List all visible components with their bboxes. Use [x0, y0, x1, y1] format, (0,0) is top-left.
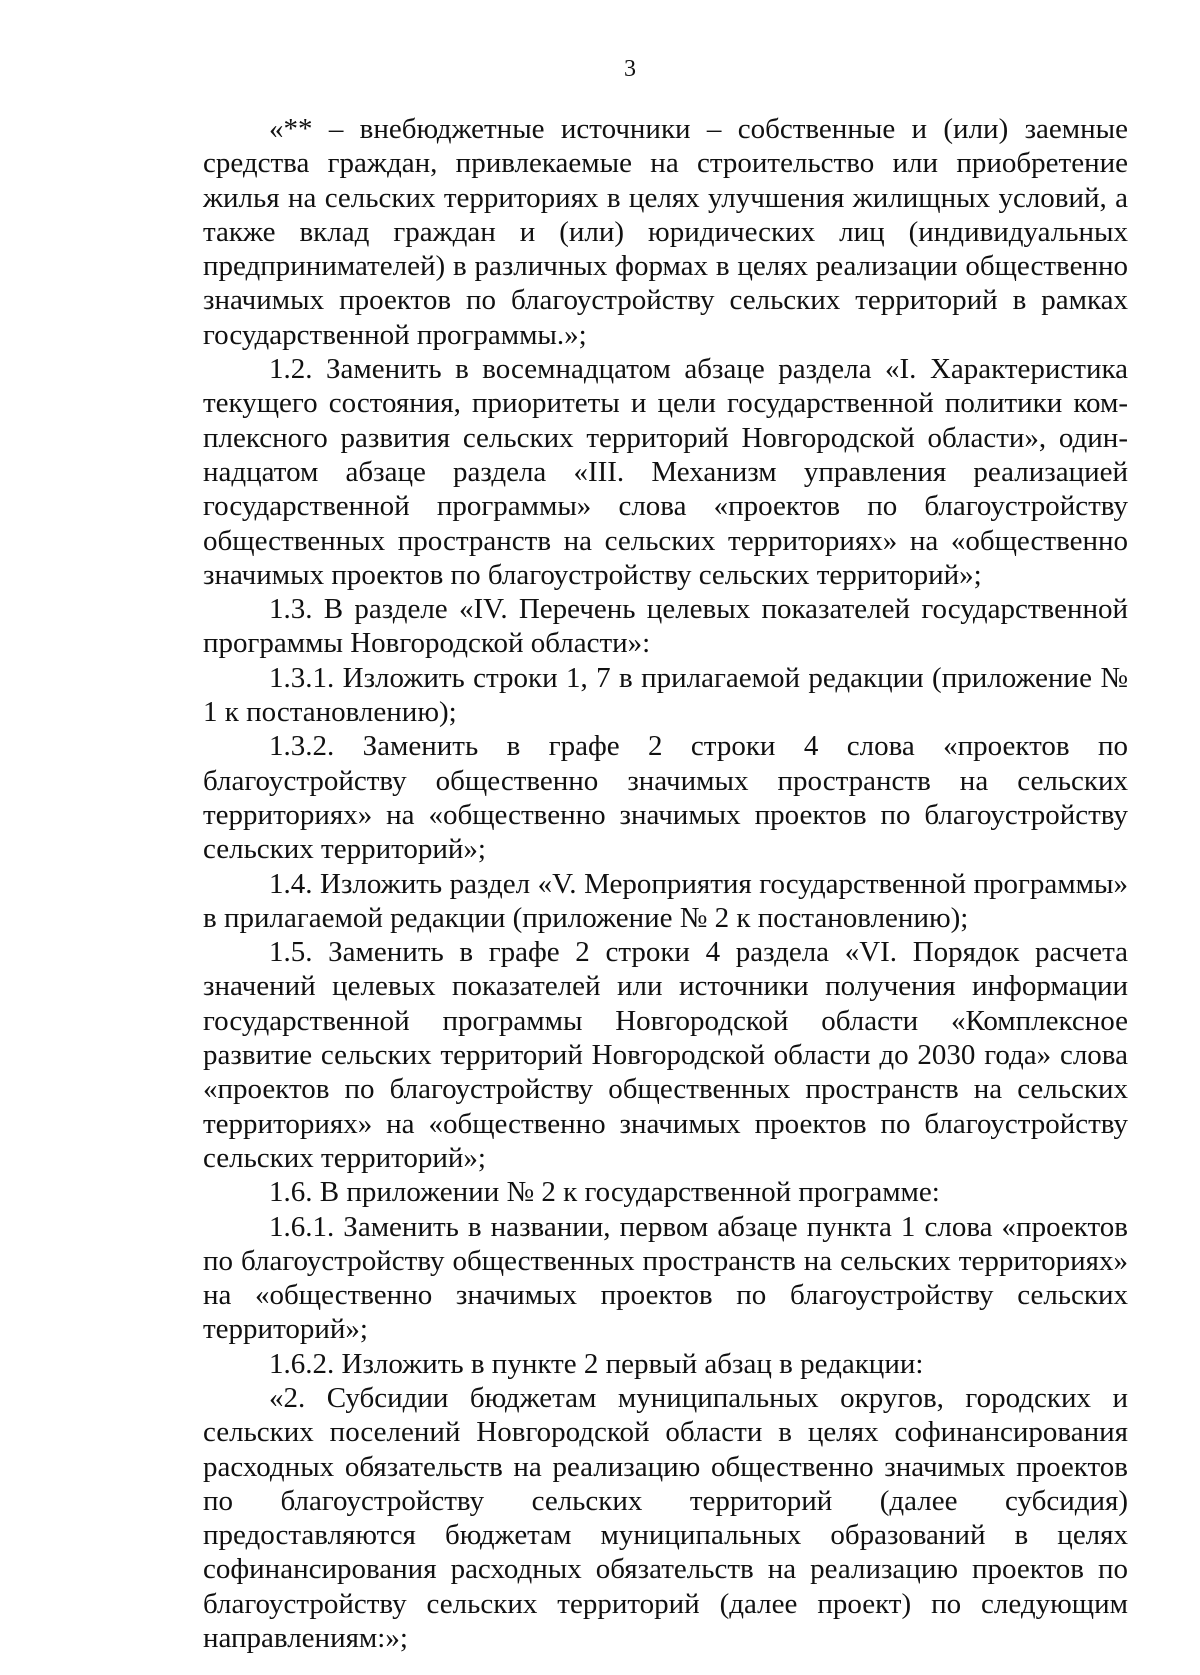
paragraph-1-3-2: 1.3.2. Заменить в графе 2 строки 4 слова «проектов по благоустройству общественно значимых пространств на сельских территориях» на «общественно значимых проектов по благоустройству сельских территорий»;	[203, 730, 1128, 866]
paragraph-1-3: 1.3. В разделе «IV. Перечень целевых показателей государственной программы Новгородской области»:	[203, 593, 1128, 660]
paragraph-subsidies-quote: «2. Субсидии бюджетам муниципальных округов, городских и сельских поселений Новгородской области в целях софинансирования расходных обязательств на реализацию общественно значимых проектов по благоустройству сельских территорий (далее субсидия) предоставляются бюджетам муниципальных образований в целях софинансирования расходных обязательств на реализацию проектов по благоустройству сельских территорий (далее проект) по следующим направлениям:»;	[203, 1381, 1128, 1655]
paragraph-1-3-1: 1.3.1. Изложить строки 1, 7 в прилагаемой редакции (приложение № 1 к постановлению);	[203, 661, 1128, 729]
document-body	[203, 112, 1128, 1655]
paragraph-1-6-2: 1.6.2. Изложить в пункте 2 первый абзац в редакции:	[269, 1347, 924, 1380]
paragraph-footnote-extrabudgetary: «** – внебюджетные источники – собственные и (или) заемные средства граждан, привлекаемые на строительство или приобретение жилья на сельских территориях в целях улучшения жилищных условий, а также вклад граждан и (или) юридических лиц (индивидуальных предпринимателей) в различных формах в целях реализации общественно значимых проектов по благоустройству сельских территорий в рамках государственной программы.»;	[203, 113, 1128, 351]
page-number: 3	[624, 56, 636, 82]
paragraph-1-2: 1.2. Заменить в восемнадцатом абзаце раздела «I. Характеристика текущего состояния, приоритеты и цели государственной политики комплексного развития сельских территорий Новгородской области», одиннадцатом абзаце раздела «III. Механизм управления реализацией государственной программы» слова «проектов по благоустройству общественных пространств на сельских территориях» на «общественно значимых проектов по благоустройству сельских территорий»;	[203, 353, 1128, 591]
paragraph-1-6-1: 1.6.1. Заменить в названии, первом абзаце пункта 1 слова «проектов по благоустройству общественных пространств на сельских территориях» на «общественно значимых проектов по благоустройству сельских территорий»;	[203, 1210, 1128, 1346]
paragraph-1-4: 1.4. Изложить раздел «V. Мероприятия государственной программы» в прилагаемой редакции (приложение № 2 к постановлению);	[203, 867, 1128, 934]
paragraph-1-5: 1.5. Заменить в графе 2 строки 4 раздела «VI. Порядок расчета значений целевых показателей или источники получения информации государственной программы Новгородской области «Комплексное развитие сельских территорий Новгородской области до 2030 года» слова «проектов по благоустройству общественных пространств на сельских территориях» на «общественно значимых проектов по благоустройству сельских территорий»;	[203, 936, 1128, 1174]
paragraph-1-6: 1.6. В приложении № 2 к государственной программе:	[269, 1176, 940, 1209]
